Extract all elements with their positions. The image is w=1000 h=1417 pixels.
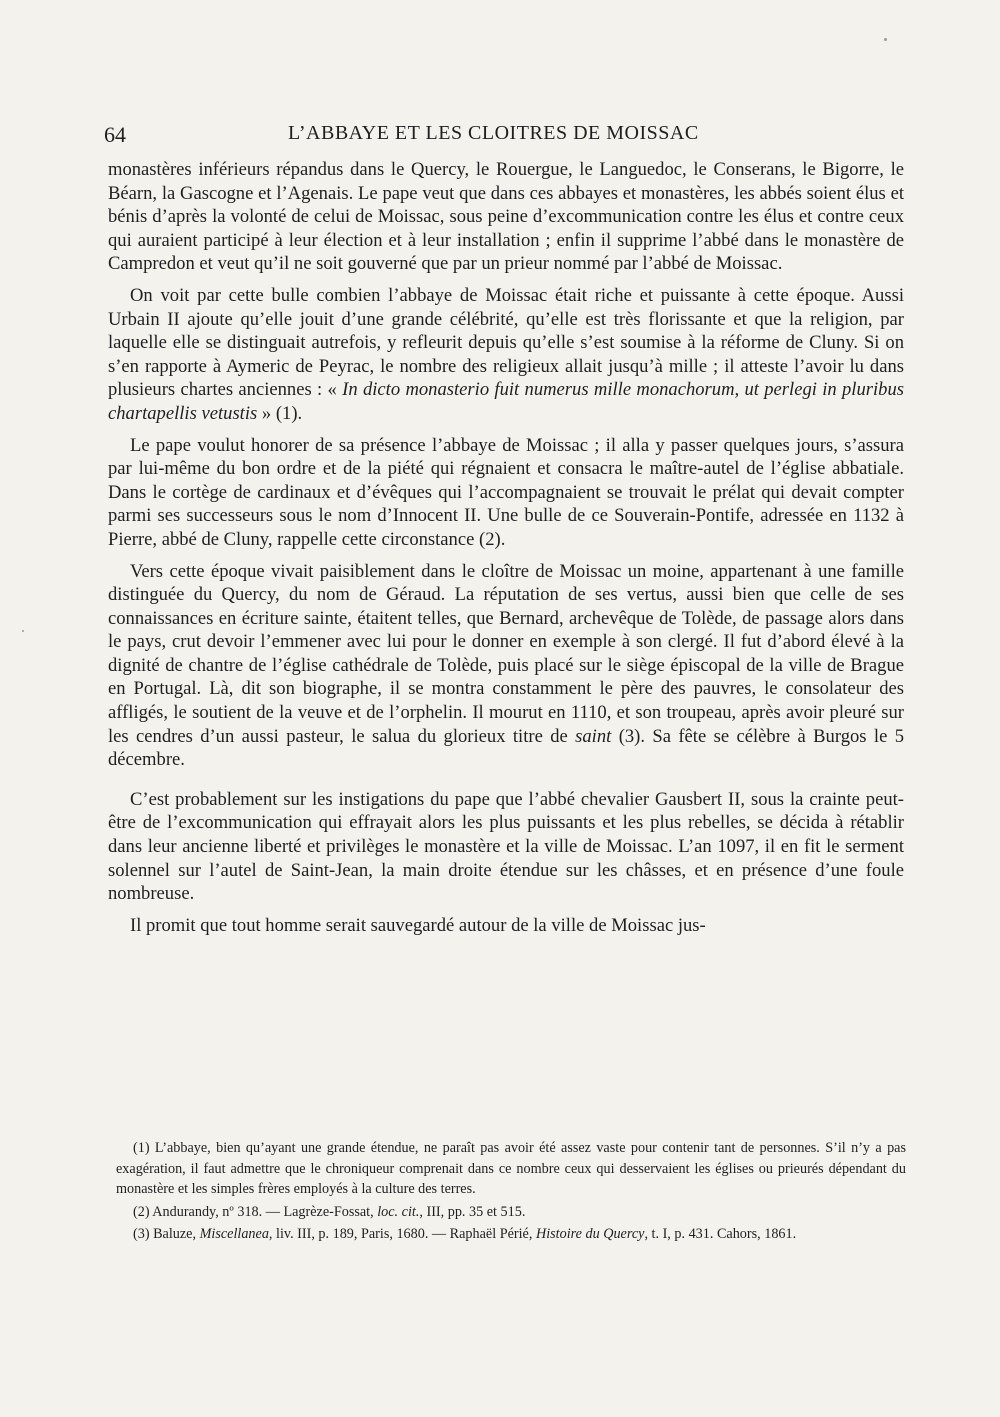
footnotes	[116, 1138, 906, 1245]
footnote-2-italic: loc. cit.	[377, 1203, 420, 1220]
page-header	[104, 118, 712, 152]
footnote-3-italic-2: Histoire du Quercy	[535, 1226, 645, 1243]
paragraph-3: Le pape voulut honorer de sa présence l’abbaye de Moissac ; il alla y passer quelques jours, s’assura par lui-même du bon ordre et de la piété qui régnaient et consacra le maître-autel de l’église abbatiale. Dans le cortège de cardinaux et d’évêques qui l’accompagnaient se trouvait le prélat qui devait compter parmi ses successeurs sous le nom d’Innocent II. Une bulle de ce Souverain-Pontife, adressée en 1132 à Pierre, abbé de Cluny, rappelle cette circonstance (2).	[108, 434, 904, 550]
running-title: L’ABBAYE ET LES CLOITRES DE MOISSAC	[288, 122, 699, 144]
footnote-2-text: (2) Andurandy, nº 318. — Lagrèze-Fossat,	[133, 1203, 378, 1220]
footnote-3-text: (3) Baluze,	[133, 1226, 200, 1243]
footnote-1: (1) L’abbaye, bien qu’ayant une grande étendue, ne paraît pas avoir été assez vaste pour contenir tant de personnes. S’il n’y a pas exagération, il faut admettre que le chroniqueur comprenait dans ce nombre ceux qui desservaient les églises ou prieurés dépendant du monastère et les simples frères employés à la culture des terres.	[116, 1140, 906, 1198]
footnote-2	[116, 1202, 906, 1223]
footnote-2-end: , III, pp. 35 et 515.	[419, 1203, 526, 1220]
page-number: 64	[104, 122, 126, 147]
paragraph-4	[108, 560, 904, 772]
paper-speck	[22, 630, 24, 632]
paper-speck	[884, 38, 887, 41]
footnote-3-end: , t. I, p. 431. Cahors, 1861.	[644, 1226, 797, 1243]
paragraph-2	[108, 284, 904, 426]
paragraph-5: C’est probablement sur les instigations du pape que l’abbé chevalier Gausbert II, sous la crainte peut-être de l’excommunication qui effrayait alors les plus puissants et les plus rebelles, se décida à rétablir dans leur ancienne liberté et privilèges le monastère et la ville de Moissac. L’an 1097, il en fit le serment solennel sur l’autel de Saint-Jean, la main droite étendue sur les châsses, et en présence d’une foule nombreuse.	[108, 788, 904, 905]
footnote-3	[116, 1224, 906, 1245]
footnote-3-italic-1: Miscellanea	[199, 1226, 269, 1243]
footnote-3-mid: , liv. III, p. 189, Paris, 1680. — Raphaël Périé,	[268, 1226, 536, 1243]
paragraph-4-text: Vers cette époque vivait paisiblement dans le cloître de Moissac un moine, appartenant à une famille distinguée du Quercy, du nom de Géraud. La réputation de ses vertus, aussi bien que celle de ses connaissances en écriture sainte, étaitent telles, que Bernard, archevêque de Tolède, de passage alors dans le pays, crut devoir l’emmener avec lui pour le donner en exemple à son clergé. Il fut d’abord élevé à la dignité de chantre de l’église cathédrale de Tolède, puis placé sur le siège épiscopal de la ville de Brague en Portugal. Là, dit son biographe, il se montra constamment le père des pauvres, le consolateur des affligés, le soutient de la veuve et de l’orphelin. Il mourut en 1110, et son troupeau, après avoir pleuré sur les cendres d’un aussi pasteur, le salua du glorieux titre de	[108, 560, 904, 747]
paragraph-2-end: » (1).	[257, 402, 303, 424]
paragraph-1: monastères inférieurs répandus dans le Quercy, le Rouergue, le Languedoc, le Conserans, le Bigorre, le Béarn, la Gascogne et l’Agenais. Le pape veut que dans ces abbayes et monastères, les abbés soient élus et bénis d’après la volonté de celui de Moissac, sous peine d’excommunication contre les élus et contre ceux qui auraient participé à leur élection et à leur installation ; enfin il supprime l’abbé dans le monastère de Campredon et veut qu’il ne soit gouverné que par un prieur nommé par l’abbé de Moissac.	[108, 159, 904, 275]
main-text	[108, 158, 904, 937]
saint-word: saint	[575, 725, 612, 747]
paragraph-6: Il promit que tout homme serait sauvegardé autour de la ville de Moissac jus-	[130, 914, 706, 936]
paragraph-4-end: (3). Sa fête se célèbre à Burgos le 5 décembre.	[108, 725, 905, 771]
paragraph-2-text: On voit par cette bulle combien l’abbaye de Moissac était riche et puissante à cette époque. Aussi Urbain II ajoute qu’elle jouit d’une grande célébrité, qu’elle est très florissante et que la religion, par laquelle elle se distinguait autrefois, y refleurit depuis qu’elle s’est soumise à la réforme de Cluny. Si on s’en rapporte à Aymeric de Peyrac, le nombre des religieux allait jusqu’à mille ; il atteste l’avoir lu dans plusieurs chartes anciennes : «	[108, 284, 904, 401]
latin-quotation: In dicto monasterio fuit numerus mille monachorum, ut perlegi in pluribus chartapellis vetustis	[108, 379, 905, 424]
